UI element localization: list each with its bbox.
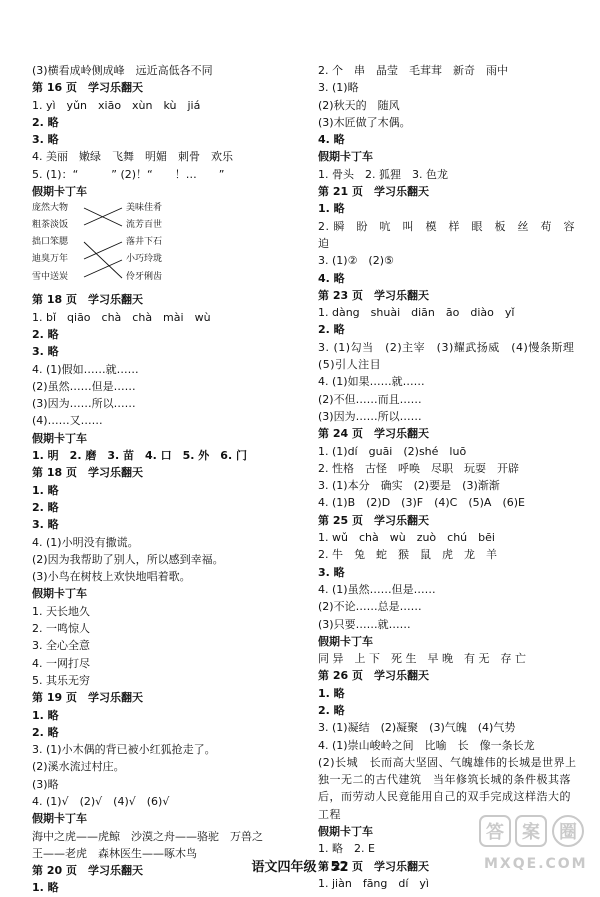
answer-line: (2)因为我帮助了别人，所以感到幸福。 [32, 552, 224, 566]
answer-line: 1. 天长地久 [32, 604, 90, 618]
section-heading: 第 20 页 学习乐翻天 [32, 864, 143, 878]
answer-line: 1. wǔ chà wù zuò chú bēi [318, 531, 495, 545]
answer-line: 2. 略 [318, 323, 345, 337]
section-heading: 第 18 页 学习乐翻天 [32, 293, 143, 307]
answer-line: (2)溪水流过村庄。 [32, 760, 125, 774]
answer-line: 4. 略 [318, 271, 345, 285]
svg-text:圈: 圈 [559, 822, 577, 843]
answer-line: (2)虽然……但是…… [32, 379, 136, 393]
section-heading: 第 26 页 学习乐翻天 [318, 669, 429, 683]
section-heading: 第 23 页 学习乐翻天 [318, 288, 429, 302]
answer-line: 1. jiàn fāng dí yì [318, 876, 429, 890]
answer-line: 1. 明 2. 磨 3. 苗 4. 口 5. 外 6. 门 [32, 449, 247, 463]
match-left-item: 迪臭万年 [32, 254, 69, 265]
answer-line: 1. 略 [318, 686, 345, 700]
section-heading: 第 16 页 学习乐翻天 [32, 81, 143, 95]
answer-line: 3. (1)本分 确实 (2)要是 (3)渐渐 [318, 479, 500, 493]
section-heading: 第 25 页 学习乐翻天 [318, 513, 429, 527]
holiday-heading: 假期卡丁车 [32, 812, 87, 826]
answer-line: 1. 略 2. E [318, 842, 375, 856]
answer-line: 2. 性格 古怪 呼唤 尽职 玩耍 开辟 [318, 461, 519, 475]
answer-line: 4. (1)B (2)D (3)F (4)C (5)A (6)E [318, 496, 525, 510]
answer-line: 2. 略 [32, 327, 59, 341]
svg-text:案: 案 [522, 822, 540, 843]
answer-line: (2)长城 长而高大坚固、气魄雄伟的长城是世界上独一无二的古代建筑 当年修筑长城的条件极其落后，而劳动人民竟能用自己的双手完成这样浩大的工程 [318, 755, 577, 821]
answer-line: 2. 略 [32, 115, 59, 129]
answer-line: 2. 一鸣惊人 [32, 622, 90, 636]
section-heading: 第 24 页 学习乐翻天 [318, 427, 429, 441]
answer-line: 同 异 上 下 死 生 早 晚 有 无 存 亡 [318, 652, 526, 666]
matching-exercise [32, 201, 202, 289]
answer-line: 4. (1)√ (2)√ (4)√ (6)√ [32, 794, 170, 808]
page-footer: 语文四年级 · 52 [251, 860, 349, 875]
answer-line: 2. 略 [318, 703, 345, 717]
answer-line: (2)不但……而且…… [318, 392, 422, 406]
answer-line: 5. (1)：“ ” (2)！“ ！… ” [32, 167, 225, 181]
answer-line: (3)横看成岭侧成峰 远近高低各不同 [32, 64, 213, 77]
answer-line: 3. (1)凝结 (2)凝聚 (3)气魄 (4)气势 [318, 721, 516, 735]
answer-line: 3. 略 [32, 133, 59, 147]
section-heading: 第 19 页 学习乐翻天 [32, 691, 143, 705]
holiday-heading: 假期卡丁车 [32, 185, 87, 199]
holiday-heading: 假期卡丁车 [318, 150, 373, 164]
section-heading: 第 18 页 学习乐翻天 [32, 466, 143, 480]
answer-line: 3. (1)勾当 (2)主宰 (3)耀武扬威 (4)慢条斯理 (5)引人注目 [318, 340, 586, 372]
answer-line: 4. 美丽 嫩绿 飞舞 明媚 刺骨 欢乐 [32, 150, 233, 164]
section-heading: 第 21 页 学习乐翻天 [318, 185, 429, 199]
match-right-item: 伶牙俐齿 [126, 272, 163, 283]
answer-line: 2. 略 [32, 500, 59, 514]
answer-line: 3. 略 [32, 345, 59, 359]
answer-line: 4. (1)虽然……但是…… [318, 582, 436, 596]
answer-line: 3. 全心全意 [32, 639, 90, 653]
answer-line: 3. (1)② (2)⑤ [318, 254, 394, 268]
holiday-heading: 假期卡丁车 [318, 825, 373, 839]
answer-line: 3. 略 [32, 518, 59, 532]
section-heading: 第 27 页 学习乐翻天 [318, 859, 429, 873]
answer-line: (2)不论……总是…… [318, 600, 422, 614]
answer-line: 2. 个 串 晶莹 毛茸茸 新奇 雨中 [318, 64, 508, 77]
answer-line: 5. 其乐无穷 [32, 673, 90, 687]
answer-line: 1. yì yǔn xiāo xùn kù jiá [32, 98, 201, 112]
answer-line: (3)略 [32, 777, 59, 791]
match-left-item: 雪中送炭 [32, 272, 69, 283]
answer-line: (4)……又…… [32, 414, 103, 428]
answer-line: 4. 一网打尽 [32, 656, 90, 670]
match-left-item: 拙口笨腮 [32, 237, 69, 248]
answer-line: 4. (1)如果……就…… [318, 375, 425, 389]
answer-line: 1. 略 [32, 483, 59, 497]
answer-line: 4. (1)假如……就…… [32, 362, 139, 376]
answer-line: 3. (1)小木偶的背已被小红狐抢走了。 [32, 743, 216, 757]
match-right-item: 落井下石 [126, 237, 163, 248]
answer-line: 海中之虎——虎鲸 沙漠之舟——骆驼 万兽之 [32, 829, 263, 843]
holiday-heading: 假期卡丁车 [32, 431, 87, 445]
match-left-item: 粗茶淡饭 [32, 220, 69, 231]
svg-text:MXQE.COM: MXQE.COM [484, 856, 588, 872]
answer-line: (3)小鸟在树枝上欢快地唱着歌。 [32, 570, 191, 584]
answer-line: 4. (1)崇山峻岭之间 比喻 长 像一条长龙 [318, 738, 535, 752]
answer-line: 王——老虎 森林医生——啄木鸟 [32, 846, 197, 860]
answer-line: 4. 略 [318, 133, 345, 147]
match-right-item: 流芳百世 [126, 220, 163, 231]
answer-line: (3)因为……所以…… [318, 409, 422, 423]
watermark-logo [478, 812, 590, 874]
answer-line: 1. dàng shuài diān āo diào yǐ [318, 306, 515, 320]
right-column [318, 62, 587, 892]
answer-line: 2. 瞬 盼 吭 叫 模 样 眼 板 丝 苟 容 迫 [318, 219, 587, 250]
answer-line: 4. (1)小明没有撒谎。 [32, 535, 139, 549]
answer-line: (2)秋天的 随风 [318, 98, 400, 112]
answer-line: (3)因为……所以…… [32, 397, 136, 411]
answer-line: 1. 略 [318, 202, 345, 216]
answer-line: 1. 略 [32, 881, 59, 895]
holiday-heading: 假期卡丁车 [32, 587, 87, 601]
answer-line: (3)只要……就…… [318, 617, 411, 631]
answer-line: 1. bǐ qiāo chà chà mài wù [32, 310, 211, 324]
svg-text:答: 答 [486, 822, 504, 843]
holiday-heading: 假期卡丁车 [318, 634, 373, 648]
answer-line: 1. (1)dí guāi (2)shé luō [318, 444, 467, 458]
match-left-item: 庞然大物 [32, 203, 69, 214]
answer-line: 3. (1)略 [318, 81, 359, 95]
left-column [32, 62, 290, 897]
answer-line: 2. 略 [32, 725, 59, 739]
answer-line: 2. 牛 兔 蛇 猴 鼠 虎 龙 羊 [318, 548, 497, 562]
answer-line: 1. 略 [32, 708, 59, 722]
answer-line: (3)木匠做了木偶。 [318, 115, 411, 129]
answer-line: 3. 略 [318, 565, 345, 579]
match-right-item: 小巧玲珑 [126, 254, 163, 265]
answer-line: 1. 骨头 2. 狐狸 3. 色龙 [318, 167, 448, 181]
match-right-item: 美味佳肴 [126, 203, 163, 214]
